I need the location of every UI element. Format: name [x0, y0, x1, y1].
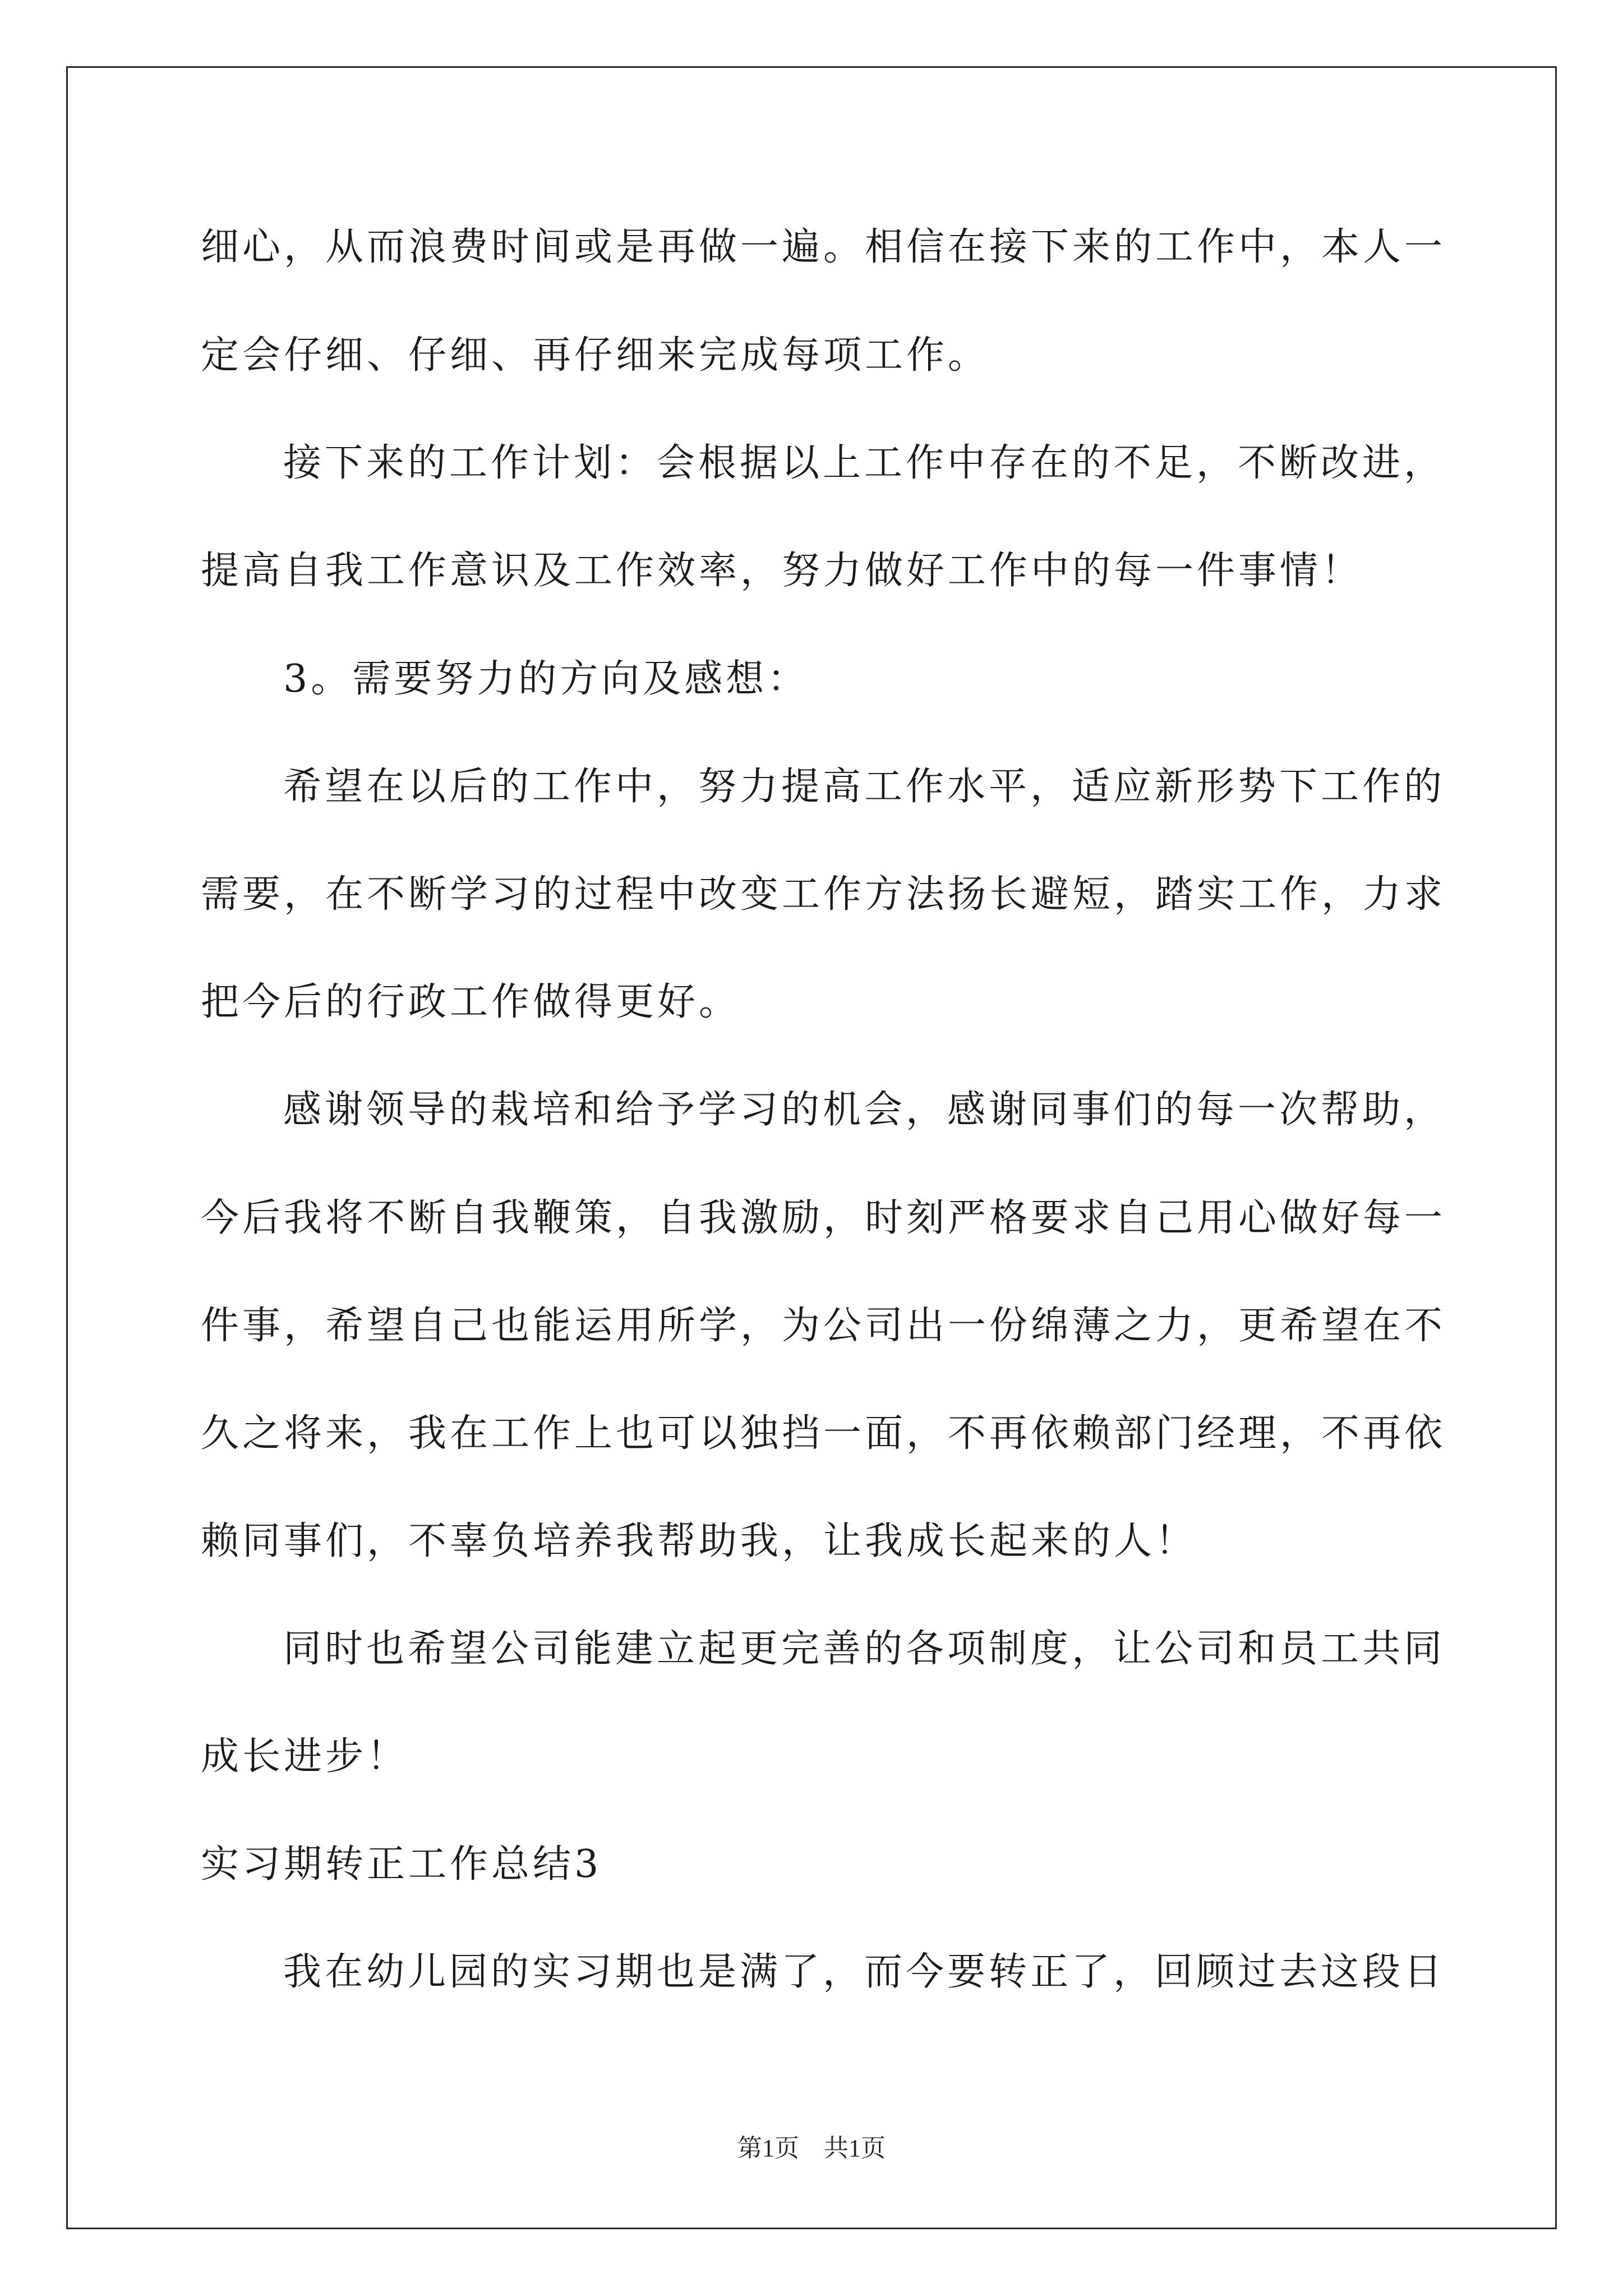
paragraph-start-line: 希望在以后的工作中，努力提高工作水平，适应新形势下工作的 [283, 765, 1446, 809]
paragraph-start-line: 接下来的工作计划：会根据以上工作中存在的不足，不断改进， [283, 441, 1446, 485]
paragraph-start-line: 同时也希望公司能建立起更完善的各项制度，让公司和员工共同 [283, 1627, 1446, 1671]
text-line: 赖同事们，不辜负培养我帮助我，让我成长起来的人！ [201, 1519, 1197, 1563]
document-title: 实习期转正工作总结3 [201, 1842, 602, 1887]
text-line: 久之将来，我在工作上也可以独挡一面，不再依赖部门经理，不再依 [201, 1411, 1446, 1456]
text-line: 件事，希望自己也能运用所学，为公司出一份绵薄之力，更希望在不 [201, 1304, 1446, 1348]
paragraph-start-line: 感谢领导的栽培和给予学习的机会，感谢同事们的每一次帮助， [283, 1088, 1446, 1132]
text-line: 定会仔细、仔细、再仔细来完成每项工作。 [201, 333, 990, 378]
page-number-footer: 第1页 共1页 [737, 2134, 886, 2162]
page-border [66, 66, 1557, 2229]
paragraph-start-line: 我在幼儿园的实习期也是满了，而今要转正了，回顾过去这段日 [283, 1950, 1446, 1994]
text-line: 成长进步！ [201, 1734, 409, 1779]
text-line: 提高自我工作意识及工作效率，努力做好工作中的每一件事情！ [201, 549, 1363, 593]
text-line: 今后我将不断自我鞭策，自我激励，时刻严格要求自己用心做好每一 [201, 1196, 1446, 1240]
text-line: 把今后的行政工作做得更好。 [201, 980, 741, 1024]
text-line: 需要，在不断学习的过程中改变工作方法扬长避短，踏实工作，力求 [201, 872, 1446, 917]
section-heading-line: 3。需要努力的方向及感想： [283, 657, 809, 701]
text-line: 细心，从而浪费时间或是再做一遍。相信在接下来的工作中，本人一 [201, 225, 1446, 269]
